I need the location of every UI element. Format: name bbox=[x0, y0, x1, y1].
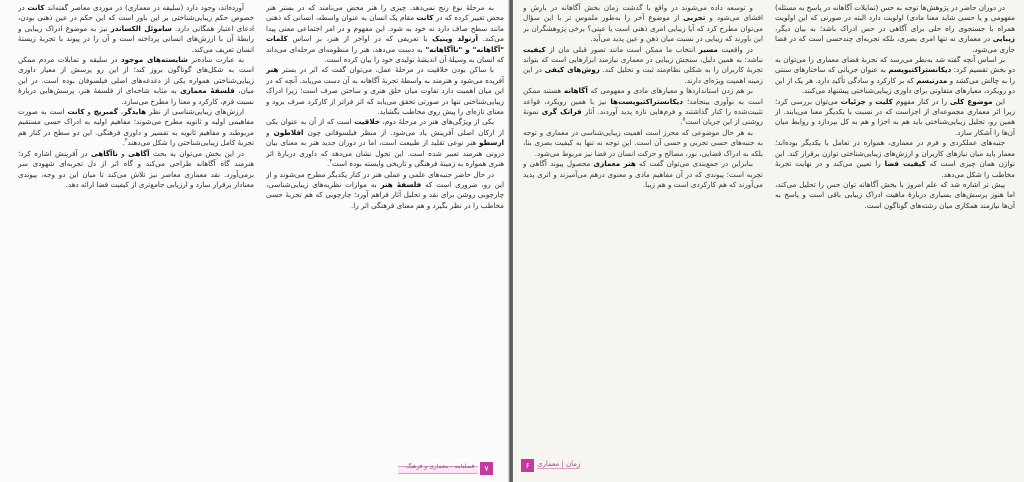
text-run: و bbox=[865, 96, 876, 106]
text-run: و bbox=[266, 127, 274, 137]
paragraph bbox=[775, 180, 1015, 211]
bold-term: ساموئل الکساندر bbox=[110, 23, 172, 33]
bold-term: فرانک گری bbox=[541, 107, 582, 117]
text-run: می‌توان بررسی کرد؛ زیرا اثر معماری مجموعه‌ای از اجزاست که در نسبت با یکدیگر معنا می‌یابند. از همین رو، تحلیل زیبایی‌شناختی باید هم به اجزا و هم به کل بپردازد و روابط میان آن‌ها را آشکار سازد. bbox=[775, 96, 1015, 137]
bold-term: فلسفهٔ هنر bbox=[380, 179, 422, 189]
bold-term: کلیت bbox=[875, 96, 893, 106]
text-run: در آفرینش اشاره کرد؛ هنرمند گاه آگاهانه طراحی می‌کند و گاه اثر از دل تجربه‌ای شهودی سر برمی‌آورد. نقد معماری معاصر نیز تلاش می‌کند تا میان این دو وجه، پیوندی معنادار برقرار سازد و ارزیابی جامع‌تری از کیفیت فضا ارائه دهد. bbox=[18, 148, 254, 189]
paragraph bbox=[266, 65, 504, 117]
text-run: که بر کارکرد و سادگی تأکید دارد. هر یک از این دو رویکرد، معیارهای متفاوتی برای داوری زیبایی‌شناختی پیشنهاد می‌کنند. bbox=[775, 75, 1015, 96]
bold-term: زیبایی bbox=[992, 34, 1015, 44]
text-run: در حال حاضر جنبه‌های علمی و عملی هنر در کنار یکدیگر مطرح می‌شوند و از این رو، ضروری است که bbox=[266, 169, 504, 189]
bold-term: جزئیات bbox=[840, 96, 866, 106]
footnote-marker: ۴ bbox=[124, 137, 128, 144]
left-page-right-column bbox=[266, 3, 504, 455]
text-run: در این زمینه اهمیت ویژه‌ای دارند. bbox=[523, 65, 763, 85]
text-run: بنابراین در جمع‌بندی می‌توان گفت که bbox=[635, 159, 754, 169]
right-page bbox=[512, 0, 1024, 482]
bold-term: گمبریچ bbox=[93, 107, 118, 117]
bold-term: هنر bbox=[266, 65, 279, 75]
text-run: در این بخش می‌توان به بحث bbox=[149, 148, 244, 158]
bold-term: افلاطون bbox=[273, 127, 304, 137]
left-page-footer bbox=[398, 462, 490, 476]
paragraph bbox=[775, 138, 1015, 180]
right-page-footer bbox=[521, 458, 581, 474]
text-run: ، bbox=[117, 107, 124, 117]
text-run: محصول پیوند آگاهی و تجربه است؛ پیوندی که در آن مفاهیم مادی و معنوی درهم می‌آمیزند و اثری پدید می‌آورند که هم کارکردی است و هم زیبا. bbox=[523, 159, 763, 189]
bold-term: مسیر bbox=[698, 44, 718, 54]
text-run: را تعیین می‌کند و در نهایت تجربهٔ مخاطب را شکل می‌دهد. bbox=[775, 159, 1015, 179]
text-run: هنر نوعی تقلید از طبیعت است، اما در دوران جدید هنر به معنای بیان درونی هنرمند تعبیر شده است. این تحول نشان می‌دهد که داوری دربارهٔ اثر هنری همواره به زمینهٔ فرهنگی و تاریخی وابسته بوده است bbox=[266, 138, 504, 169]
text-run: و bbox=[117, 148, 129, 158]
right-page-right-column bbox=[775, 3, 1015, 455]
right-page-left-column bbox=[523, 3, 763, 455]
text-run: آورده‌اند، وجود دارد (سلیقه در معماری) در موردی معاصر گفته‌اند bbox=[44, 3, 244, 12]
text-run: نباشد؛ به همین دلیل، سنجش زیبایی در معماری نیازمند ابزارهایی است که بتواند تجربهٔ کاربران را به شکلی نظام‌مند ثبت و تحلیل کند. bbox=[523, 55, 763, 75]
left-page-left-column bbox=[18, 3, 254, 455]
bold-term: کانت bbox=[416, 13, 434, 23]
footer-magazine-label: زمان | معماری bbox=[537, 460, 581, 468]
footnote-marker: ۵ bbox=[682, 117, 686, 124]
text-run: پیش تر اشاره شد که علم امروز با بخش آگاهانه توان حس را تحلیل می‌کند، اما هنوز پرسش‌های بسیاری دربارهٔ ماهیت ادراک زیبایی باقی است و پاسخ به آن‌ها نیازمند همکاری میان رشته‌های گوناگون است. bbox=[775, 179, 1015, 210]
bold-term: کانت bbox=[67, 107, 85, 117]
text-run: بر هم زدن استانداردها و معیارهای مادی و مفهومی که bbox=[587, 86, 753, 96]
paragraph bbox=[775, 97, 1015, 139]
paragraph bbox=[18, 3, 254, 55]
bold-term: کیفیت bbox=[523, 44, 546, 54]
text-run: در سلیقه و تمایلات مردم ممکن است به شکل‌های گوناگون بروز کند؛ از این رو پرسش از معیار داوری زیبایی‌شناختی همواره یکی از دغدغه‌های اصلی فیلسوفان بوده است. در این میان، bbox=[18, 55, 254, 96]
text-run: به دست می‌دهد، هنر را منظومه‌ای مرحله‌ای می‌داند که انسان به وسیلهٔ آن اندیشهٔ تولیدی خود را بیان کرده است. bbox=[266, 44, 504, 65]
paragraph bbox=[523, 86, 763, 128]
text-run: این bbox=[992, 96, 1005, 106]
text-run: . bbox=[122, 138, 125, 148]
text-run: در خصوص حکم زیبایی‌شناختی بر این باور است که این حکم در عین ذهنی بودن، ادعای اعتبار همگانی دارد. bbox=[18, 3, 254, 33]
text-run: نیز به موضوع ادراک زیبایی و رابطهٔ آن با ارزش‌های انسانی پرداخته است و آن را در پیوند با تجربهٔ زیستهٔ انسان تعریف می‌کند. bbox=[18, 23, 254, 54]
text-run: در دوران حاضر در پژوهش‌ها توجه به حس (تمایلات آگاهانه در پاسخ به مسئله) مفهومی و یا حسی شاید معنا مادی) اولویت دارد البته در صورتی که این اولویت همراه با جستجوی راه حلی برای آگاهی در حس ادراک باشد؛ به بیان دیگر، bbox=[775, 3, 1015, 33]
text-run: است به صورت مفاهیمی اولیه و ثانویه مطرح می‌شوند؛ مفاهیم اولیه به ادراک حسی مستقیم مربوطند و مفاهیم ثانویه به تفسیر و داوری فرهنگی. این دو سطح در کنار هم تجربهٔ کامل زیبایی‌شناختی را شکل می‌دهند bbox=[18, 107, 254, 148]
text-run: به عبارت ساده‌تر bbox=[187, 55, 244, 65]
bold-term: آرنولد وینیک bbox=[432, 34, 478, 44]
bold-term: تجربی bbox=[683, 13, 706, 23]
bold-term: کلمات "آگاهانه" و "ناآگاهانه" bbox=[266, 34, 504, 54]
paragraph bbox=[266, 3, 504, 65]
text-run: نیز با همین رویکرد، قواعد تثبیت‌شده را کنار گذاشتند و فرم‌هایی تازه پدید آوردند. آثار bbox=[523, 96, 763, 117]
paragraph bbox=[775, 3, 1015, 55]
bold-term: موضوع کلی bbox=[949, 96, 993, 106]
bold-term: فلسفهٔ معماری bbox=[180, 86, 235, 96]
paragraph bbox=[18, 149, 254, 191]
bold-term: هنر معماری bbox=[593, 159, 636, 169]
paragraph bbox=[775, 55, 1015, 97]
paragraph bbox=[523, 128, 763, 159]
page-number: ۶ bbox=[521, 459, 534, 472]
text-run: . bbox=[680, 117, 683, 127]
text-run: از موضوع آخر را به‌طور ملموس تر با این سؤال می‌توان مطرح کرد که آیا زیبایی امری ذهنی است یا عینی؟ برخی پژوهشگران بر این باورند که زیبایی در نسبت میان ذهن و عین پدید می‌آید. bbox=[523, 13, 763, 44]
text-run: هستند ممکن است به نوآوری بینجامد؛ bbox=[523, 86, 763, 106]
bold-term: خلاقیت bbox=[354, 117, 380, 127]
bold-term: شایسته‌های موجود bbox=[120, 55, 188, 65]
text-run: . bbox=[327, 159, 330, 169]
bold-term: کانت bbox=[27, 3, 45, 12]
bold-term: آگاهانه bbox=[563, 86, 588, 96]
text-run: به مرحلهٔ نوع رنج نمی‌دهد. چیزی را هنر محض می‌نامند که در بستر هنر محض تغییر کرده که در bbox=[266, 3, 504, 23]
paragraph bbox=[523, 3, 763, 45]
paragraph bbox=[266, 170, 504, 212]
bold-term: ناآگاهی bbox=[91, 148, 118, 158]
paragraph bbox=[18, 107, 254, 149]
text-run: و توسعه داده می‌شوند در واقع با گذشت زمان بخش آگاهانه در بارش و افشای می‌شود و bbox=[523, 3, 763, 23]
text-run: نمونهٔ روشنی از این جریان است bbox=[523, 107, 763, 127]
text-run: بر اساس آنچه گفته شد به‌نظر می‌رسد که تجربهٔ فضای معماری را می‌توان به دو بخش تقسیم کرد: bbox=[775, 55, 1015, 75]
text-run: با ساکن بودن خلاقیت در مرحلهٔ عمل، می‌توان گفت که اثر در بستر bbox=[278, 65, 494, 75]
text-run: در واقعیت bbox=[717, 44, 753, 54]
text-run: انتخاب ما ممکن است مانند تصور قبلی مان از bbox=[545, 44, 699, 54]
text-run: به مثابه شاخه‌ای از فلسفهٔ هنر، پرسش‌هایی دربارهٔ نسبت فرم، کارکرد و معنا را مطرح می‌سازد. bbox=[18, 86, 254, 106]
text-run: ارزش‌های زیبایی‌شناسی از نظر bbox=[146, 107, 244, 117]
footnote-marker: ۳ bbox=[329, 158, 332, 165]
text-run: مقام یک انسان به عنوان واسطه، انسانی که ذهنی مانند سطح صاف دارد نه خود به شود. این مفهوم و در امر اجتماعی معنی پیدا می‌کند. bbox=[266, 13, 504, 44]
text-run: به هر حال موضوعی که محرز است اهمیت زیبایی‌شناسی در معماری و توجه به جنبه‌های حسی تجربی و حسی آن است. این توجه نه تنها به کیفیت بصری بنا، بلکه به ادراک فضایی، نور، مصالح و حرکت انسان در فضا نیز مربوط می‌شود. bbox=[523, 127, 763, 158]
bold-term: دیکانستراکتیویست‌ها bbox=[610, 96, 683, 106]
text-run: است که از آن به عنوان یکی از ارکان اصلی آفرینش یاد می‌شود. از منظر فیلسوفانی چون bbox=[266, 117, 504, 137]
page-number: ۷ bbox=[480, 462, 493, 475]
bold-term: هایدگر bbox=[123, 107, 147, 117]
text-run: در معماری نه تنها امری بصری، بلکه تجربه‌ای چندحسی است که در فضا جاری می‌شود. bbox=[775, 34, 1015, 54]
text-run: با تعریفی که در اواخر از هنر، بر اساس bbox=[287, 34, 433, 44]
text-run: آفریده می‌شود و هنرمند به واسطهٔ تجربهٔ آگاهانه به آن دست می‌یابد. آنچه که در این میان اهمیت دارد تفاوت میان خلق هنری و ساختن صرف است؛ زیرا ادراک زیبایی‌شناختی تنها در صورتی تحقق می‌یابد که اثر فراتر از کارکرد صرف برود و معنای تازه‌ای را پیش روی مخاطب بگشاید. bbox=[266, 75, 504, 117]
bold-term: روش‌های کیفی bbox=[544, 65, 600, 75]
text-run: و bbox=[84, 107, 94, 117]
bold-term: مدرنیسم bbox=[916, 75, 948, 85]
text-run: جنبه‌های عملکردی و فرم در معماری، همواره در تعامل با یکدیگر بوده‌اند؛ معمار باید میان نیازهای کاربران و ارزش‌های زیبایی‌شناختی توازن برقرار کند. این توازن همان چیزی است که bbox=[775, 138, 1015, 169]
text-run: به موازات نظریه‌های زیبایی‌شناسی، چارچوبی روشن برای نقد و تحلیل آثار فراهم آورد؛ چارچوبی که هم تجربهٔ حسی مخاطب را در نظر بگیرد و هم معنای فرهنگی اثر را. bbox=[266, 179, 504, 210]
paragraph bbox=[266, 117, 504, 169]
bold-term: آگاهی bbox=[128, 148, 150, 158]
paragraph bbox=[18, 55, 254, 107]
footer-magazine-label: فصلنامه ‑ معماری و فرهنگ bbox=[406, 463, 475, 470]
text-run: به عنوان جریانی که ساختارهای سنتی را به چالش می‌کشد و bbox=[775, 65, 1015, 85]
bold-term: ارسطو bbox=[478, 138, 504, 148]
text-run: یکی از ویژگی‌های هنر در مرحلهٔ دوم، bbox=[379, 117, 494, 127]
text-run: را در کنار مفهوم bbox=[892, 96, 950, 106]
bold-term: دیکانستراکتیویسم bbox=[888, 65, 952, 75]
bold-term: کیفیت فضا bbox=[884, 159, 926, 169]
paragraph bbox=[523, 45, 763, 87]
paragraph bbox=[523, 159, 763, 190]
